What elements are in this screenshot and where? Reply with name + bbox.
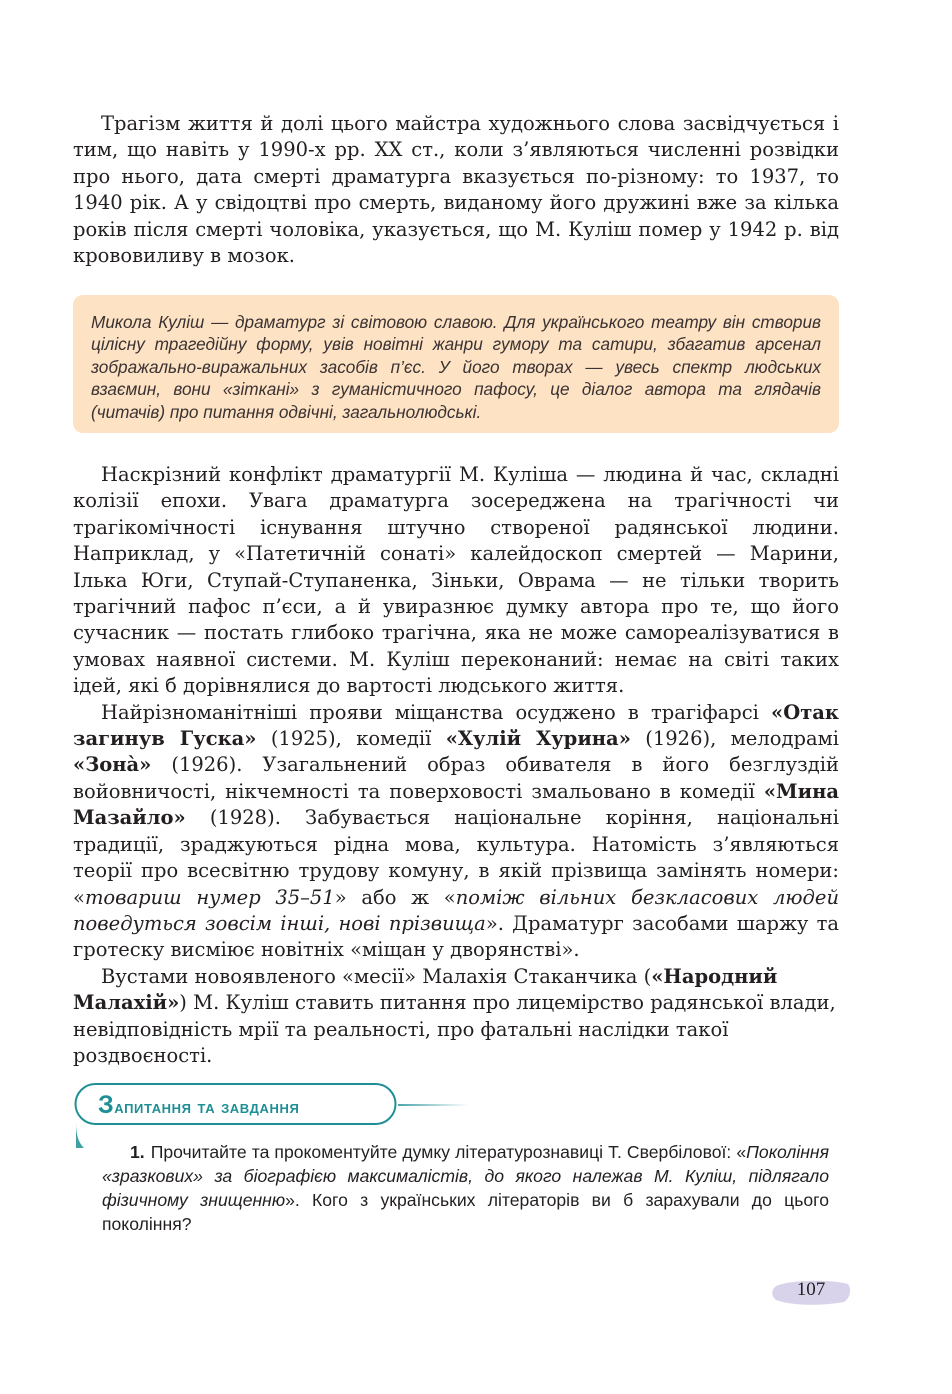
quote: поміж вільних безкласових людей поведуться зовсім інші, нові прізвища <box>73 885 839 935</box>
paragraph-malakhii: Вустами новоявленого «месії» Малахія Стаканчика («Народний Малахій») М. Куліш ставить питання про лицемірство радянської влади, невідповідність мрії та реальності, про фатальні наслідки такої роздвоєності. <box>73 964 836 1067</box>
intro-paragraph: Трагізм життя й долі цього майстра художнього слова засвідчується і тим, що навіть у 1990-х рр. XX ст., коли з’являються численні розвідки про нього, дата смерті драматурга вказується по-різному: то 1937, то 1940 рік. А у свідоцтві про смерть, виданому його дружині вже за кілька років після смерті чоловіка, указується, що М. Куліш помер у 1942 р. від крововиливу в мозок. <box>73 112 839 268</box>
question-number: 1. <box>130 1142 145 1162</box>
page-number-badge <box>770 1276 852 1308</box>
key-idea-box <box>73 295 839 433</box>
header-decorative-line <box>398 1104 468 1106</box>
section-title: Запитання та завдання <box>98 1091 300 1119</box>
work-title: «Отак загинув Гуска» <box>73 700 839 751</box>
questions-section-header <box>74 1082 398 1126</box>
work-title: «Хулій Хурина» <box>445 727 631 751</box>
work-title: «Мина Мазайло» <box>73 779 839 830</box>
paragraph-philistinism: Найрізноманітніші прояви міщанства осуджено в трагіфарсі «Отак загинув Гуска» (1925), комедії «Хулій Хурина» (1926), мелодрамі «Зонà» (1926). Узагальнений образ обивателя в його безглуздій войовничості, нікчемності та поверховості змальовано в комедії «Мина Мазайло» (1928). Забувається національне коріння, національні традиції, зраджуються рідна мова, культура. Натомість з’являються теорії про всесвітню трудову комуну, в якій прізвища замінять номери: «товариш нумер 35–51» або ж «поміж вільних безкласових людей поведуться зовсім інші, нові прізвища». Драматург засобами шаржу та гротеску висміює новітніх «міщан у дворянстві». <box>73 700 839 962</box>
question-item: 1. Прочитайте та прокоментуйте думку літературознавиці Т. Свербілової: «Покоління «зразкових» за біографією максималістів, до якого належав М. Куліш, підлягало фізичному знищенню». Кого з українських літераторів ви б зарахували до цього покоління? <box>102 1142 829 1234</box>
main-text <box>73 462 839 1069</box>
quote: Покоління «зразкових» за біографією максималістів, до якого належав М. Куліш, підлягало фізичному знищенню <box>102 1142 829 1210</box>
work-title: «Зонà» <box>73 753 152 777</box>
key-idea-text: Микола Куліш — драматург зі світовою славою. Для українського театру він створив цілісну трагедійну форму, увів новітні жанри гумору та сатири, збагатив арсенал зображально-виражальних засобів п’єс. У його творах — увесь спектр людських взаємин, вони «зіткані» з гуманістичного пафосу, це діалог автора та глядачів (читачів) про питання одвічні, загальнолюдські. <box>91 312 821 422</box>
work-title: «Народний Малахій» <box>73 964 778 1015</box>
quote: товариш нумер 35–51 <box>84 885 335 909</box>
page-number: 107 <box>796 1279 826 1300</box>
paragraph-conflict: Наскрізний конфлікт драматургії М. Куліша — людина й час, складні колізії епохи. Увага драматурга зосереджена на трагічності чи трагікомічності існування штучно створеної радянської людини. Наприклад, у «Патетичній сонаті» калейдоскоп смертей — Марини, Ілька Юги, Ступай-Ступаненка, Зіньки, Оврама — не тільки творить трагічний пафос п’єси, а й увиразнює думку автора про те, що його сучасник — постать глибоко трагічна, яка не може самореалізуватися в умовах наявної системи. М. Куліш переконаний: немає на світі таких ідей, які б дорівнялися до вартості людського життя. <box>73 463 839 698</box>
